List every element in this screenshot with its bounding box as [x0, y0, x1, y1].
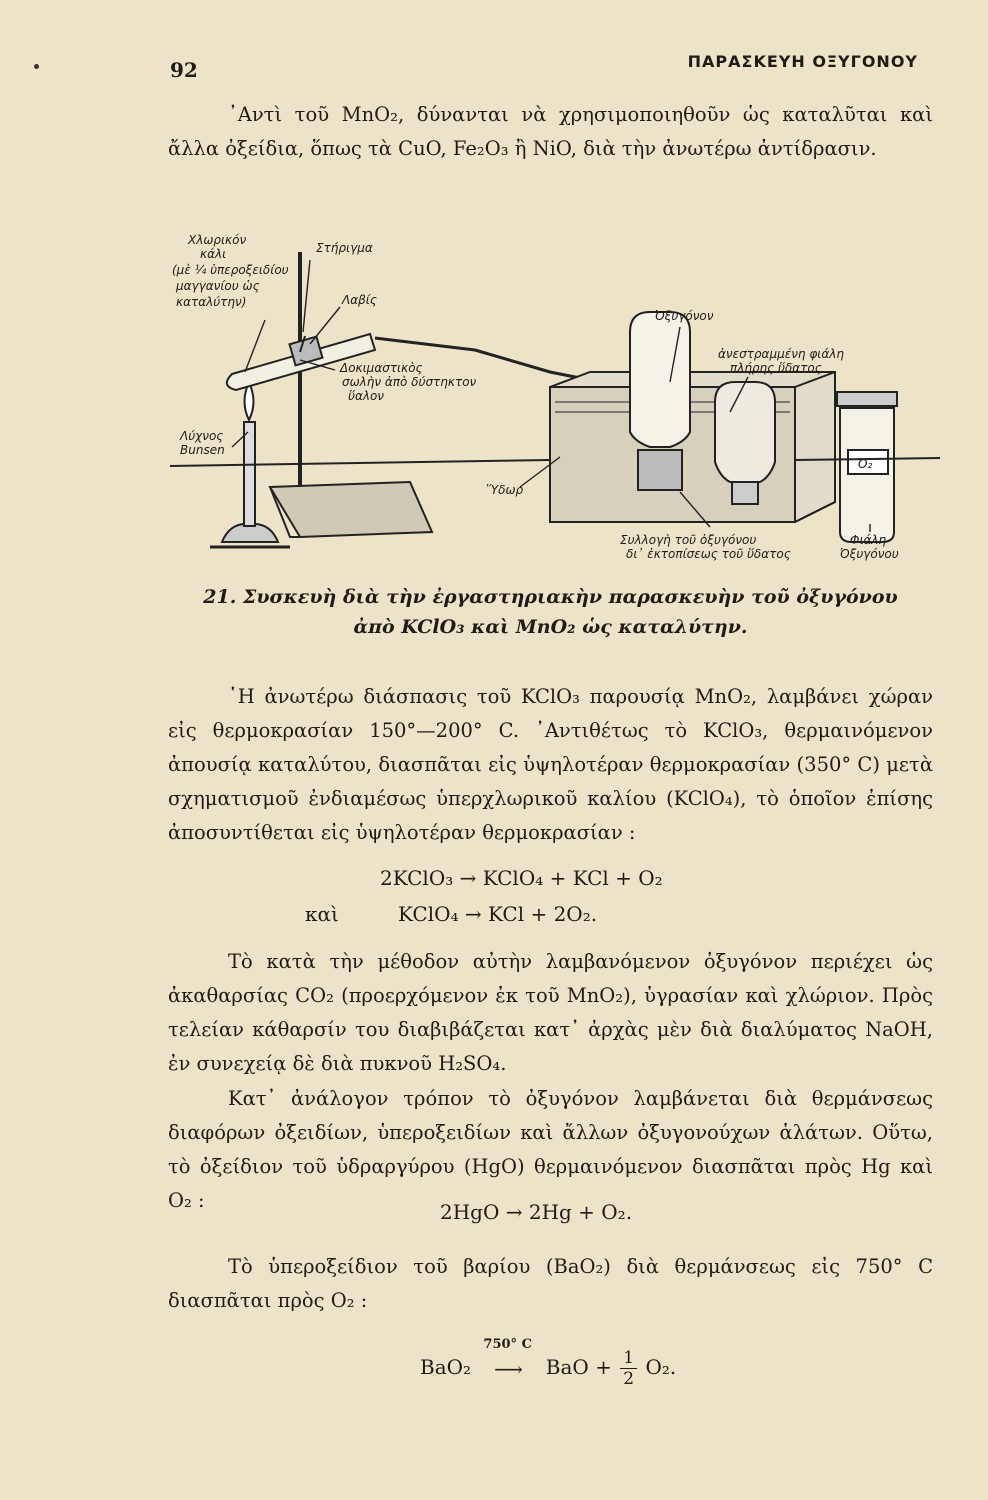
label-burner-2: Bunsen — [180, 443, 225, 457]
eq4-arrow: 750° C ⟶ — [483, 1336, 532, 1381]
eq4-fraction — [620, 1348, 637, 1389]
paragraph-3: Τὸ κατὰ τὴν μέθοδον αὐτὴν λαμβανόμενον ὀξυγόνον περιέχει ὡς ἀκαθαρσίας CO₂ (προερχόμενον ἐκ τοῦ MnO₂), ὑγρασίαν καὶ χλώριον. Πρὸς τελείαν κάθαρσίν του διαβιβάζεται κατ᾿ ἀρχὰς μὲν διὰ διαλύματος NaOH, ἐν συνεχείᾳ δὲ διὰ πυκνοῦ H₂SO₄. — [168, 950, 933, 1075]
eq4-frac-num: 1 — [620, 1348, 637, 1369]
label-collection-2: δι᾿ ἐκτοπίσεως τοῦ ὕδατος — [626, 547, 791, 561]
water-trough-drawing — [550, 372, 835, 522]
label-chlorate-1: Χλωρικόν — [188, 233, 247, 247]
label-burner-1: Λύχνος — [180, 429, 224, 443]
intro-paragraph: ᾿Αντὶ τοῦ MnO₂, δύνανται νὰ χρησιμοποιηθοῦν ὡς καταλῦται καὶ ἄλλα ὀξείδια, ὅπως τὰ CuO, Fe₂O₃ ἢ NiO, διὰ τὴν ἀνωτέρω ἀντίδρασιν. — [168, 103, 933, 160]
intro-paragraph-block — [168, 98, 933, 166]
label-inverted-1: ἀνεστραμμένη φιάλη — [718, 347, 844, 361]
label-test-tube-3: ὕαλον — [348, 389, 384, 403]
paragraph-3-block — [168, 945, 933, 1081]
label-collection-1: Συλλογὴ τοῦ ὀξυγόνου — [620, 533, 757, 547]
page-number: 92 — [170, 58, 198, 82]
label-support: Στήριγμα — [316, 241, 373, 255]
page-mark — [34, 64, 39, 69]
equation-3: 2HgO → 2Hg + O₂. — [440, 1200, 633, 1224]
apparatus-figure — [170, 232, 940, 572]
eq4-tail: O₂. — [645, 1355, 677, 1379]
eq4-left: BaO₂ — [420, 1355, 472, 1379]
equation-2-prefix: καὶ — [305, 902, 339, 926]
label-o2: O₂ — [858, 457, 873, 471]
paragraph-4: Κατ᾿ ἀνάλογον τρόπον τὸ ὀξυγόνον λαμβάνεται διὰ θερμάνσεως διαφόρων ὀξειδίων, ὑπεροξειδίων καὶ ἄλλων ὀξυγονούχων ἁλάτων. Οὕτω, τὸ ὀξείδιον τοῦ ὑδραργύρου (HgO) θερμαινόμενον διασπᾶται πρὸς Hg καὶ O₂ : — [168, 1087, 933, 1212]
equation-2: KClO₄ → KCl + 2O₂. — [398, 902, 598, 926]
paragraph-5: Τὸ ὑπεροξείδιον τοῦ βαρίου (BaO₂) διὰ θερμάνσεως εἰς 750° C διασπᾶται πρὸς O₂ : — [168, 1255, 933, 1312]
eq4-right: BaO + — [545, 1355, 612, 1379]
eq4-frac-den: 2 — [623, 1369, 635, 1389]
caption-line-1: 21. Συσκευὴ διὰ τὴν ἐργαστηριακὴν παρασκευὴν τοῦ ὀξυγόνου — [203, 586, 898, 608]
caption-line-2: ἀπὸ KClO₃ καὶ MnO₂ ὡς καταλύτην. — [353, 616, 748, 638]
running-header: ΠΑΡΑΣΚΕΥΗ ΟΞΥΓΟΝΟΥ — [687, 52, 918, 71]
label-test-tube-2: σωλὴν ἀπὸ δύστηκτον — [342, 375, 477, 389]
equation-1: 2KClO₃ → KClO₄ + KCl + O₂ — [380, 866, 663, 890]
figure-caption — [168, 582, 933, 642]
label-chlorate-4: μαγγανίου ὡς — [176, 279, 260, 293]
label-test-tube-1: Δοκιμαστικὸς — [340, 361, 423, 375]
label-oxygen: Ὀξυγόνον — [655, 309, 714, 323]
label-clamp: Λαβίς — [342, 293, 377, 307]
label-bottle-2: Ὀξυγόνου — [840, 547, 899, 561]
equation-4 — [420, 1336, 677, 1389]
paragraph-4-block — [168, 1082, 933, 1218]
collecting-bottle-drawing — [630, 312, 690, 490]
label-bottle-1: Φιάλη — [850, 533, 887, 547]
label-chlorate-2: κάλι — [200, 247, 227, 261]
label-chlorate-3: (μὲ ¼ ὑπεροξειδίου — [172, 263, 289, 277]
label-inverted-2: πλήρης ὕδατος — [730, 361, 822, 375]
paragraph-2-block — [168, 680, 933, 850]
eq4-arrow-label: 750° C — [483, 1336, 532, 1352]
paragraph-5-block — [168, 1250, 933, 1318]
paragraph-2: ῾Η ἀνωτέρω διάσπασις τοῦ KClO₃ παρουσίᾳ MnO₂, λαμβάνει χώραν εἰς θερμοκρασίαν 150°—200° C. ᾿Αντιθέτως τὸ KClO₃, θερμαινόμενον ἀπουσίᾳ καταλύτου, διασπᾶται εἰς ὑψηλοτέραν θερμοκρασίαν (350° C) μετὰ σχηματισμοῦ ἐνδιαμέσως ὑπερχλωρικοῦ καλίου (KClO₄), τὸ ὁποῖον ἐπίσης ἀποσυντίθεται εἰς ὑψηλοτέραν θερμοκρασίαν : — [168, 685, 933, 844]
label-water: Ὕδωρ — [486, 483, 524, 497]
label-chlorate-5: καταλύτην) — [176, 295, 247, 309]
